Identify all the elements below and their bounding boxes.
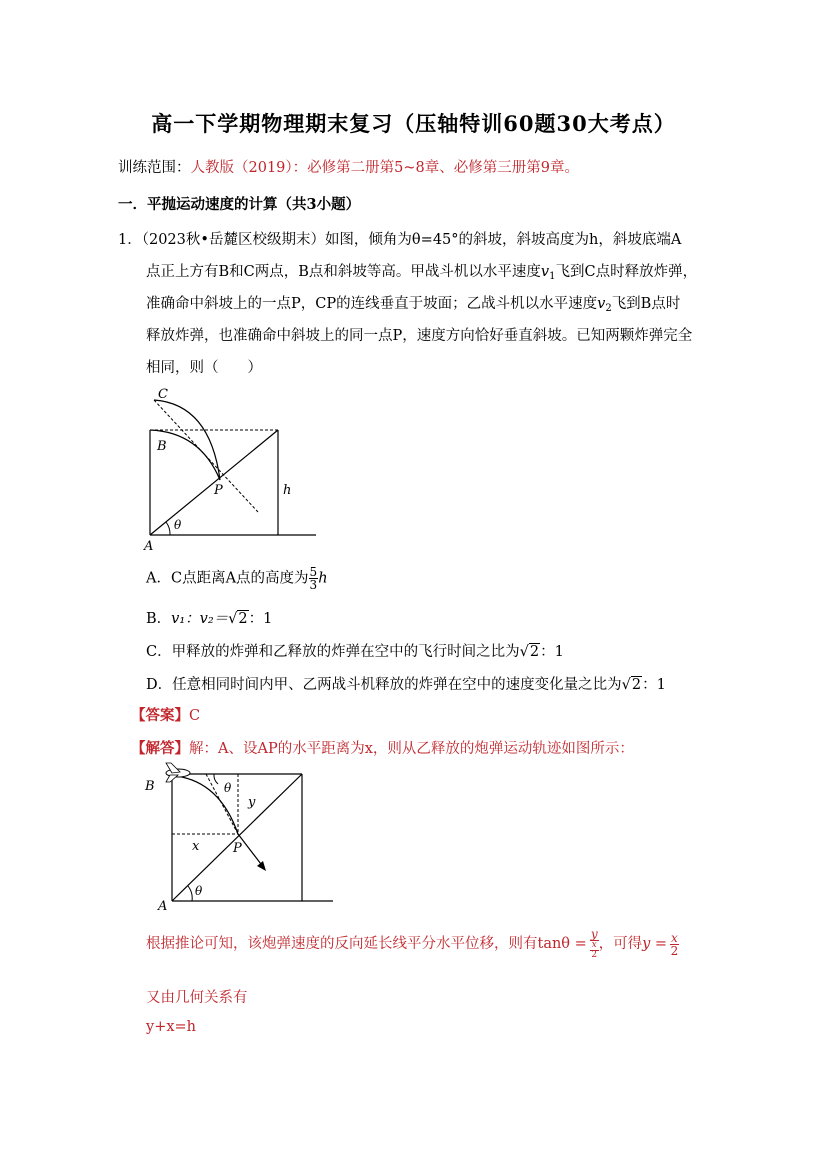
option-b-suffix: ：1 xyxy=(248,611,273,627)
frac-den: 2 xyxy=(670,943,679,958)
solution-label: 【解答】 xyxy=(131,740,189,757)
label-y: y xyxy=(248,795,256,810)
option-a xyxy=(146,566,328,591)
frac-den: 3 xyxy=(309,578,318,592)
question-text: 点正上方有B和C两点，B点和斜坡等高。甲战斗机以水平速度 xyxy=(146,264,541,280)
sqrt-2: √2 xyxy=(228,611,248,627)
solution-text: 根据推论可知，该炮弹速度的反向延长线平分水平位移，则有 xyxy=(146,936,538,952)
sqrt-2: √2 xyxy=(621,677,642,693)
question-text: （2023秋•岳麓区校级期末）如图，倾角为θ=45°的斜坡，斜坡高度为h，斜坡底端A xyxy=(141,232,682,248)
radicand: 2 xyxy=(529,644,540,660)
option-c-suffix: ：1 xyxy=(540,644,564,660)
dashed-extension xyxy=(206,774,238,834)
solution-line-2 xyxy=(146,928,679,960)
arrow-head-icon xyxy=(257,861,266,871)
frac-num: x xyxy=(671,930,678,945)
label-p: P xyxy=(214,483,223,498)
slope-line xyxy=(172,774,302,901)
answer-line xyxy=(131,704,200,725)
velocity-arrow xyxy=(238,834,264,868)
option-d-suffix: ：1 xyxy=(642,677,666,693)
label-p: P xyxy=(233,841,242,856)
inner-num: x xyxy=(591,940,597,950)
option-a-suffix: h xyxy=(318,570,328,587)
figure-slope-diagram xyxy=(140,382,325,554)
section-heading: 一．平抛运动速度的计算（共3小题） xyxy=(118,196,361,213)
airplane-icon xyxy=(166,763,190,782)
label-theta-bottom: θ xyxy=(195,884,203,898)
angle-arc xyxy=(166,522,170,535)
option-a-text: A．C点距离A点的高度为 xyxy=(146,570,309,587)
tan-label: tanθ = xyxy=(537,936,587,952)
angle-arc-bottom xyxy=(188,886,192,901)
training-scope xyxy=(118,156,579,177)
question-line-1 xyxy=(118,228,681,249)
scope-value: 人教版（2019）：必修第二册第5~8章、必修第三册第9章。 xyxy=(190,160,579,176)
solution-line-4: y+x=h xyxy=(146,1019,197,1035)
solution-mid: ，可得 xyxy=(598,936,643,952)
question-text: 飞到B点时 xyxy=(611,296,681,312)
option-c xyxy=(146,640,564,661)
label-b: B xyxy=(145,779,155,794)
question-line-3 xyxy=(146,292,680,314)
radicand: 2 xyxy=(631,677,642,693)
option-b-label: B． xyxy=(146,611,172,627)
inner-den: 2 xyxy=(591,950,598,960)
label-b: B xyxy=(157,439,167,454)
option-d xyxy=(146,673,666,694)
question-number: 1． xyxy=(118,232,142,248)
nested-fraction xyxy=(590,928,599,960)
trajectory-b xyxy=(150,430,220,480)
label-a: A xyxy=(144,539,154,554)
option-b-expr: v₁：v₂＝ xyxy=(171,611,229,627)
label-x: x xyxy=(192,839,200,854)
frac-den-inner xyxy=(590,941,599,960)
question-text: 飞到C点时释放炸弹， xyxy=(555,264,698,280)
y-eq: y = xyxy=(642,936,668,952)
option-d-text: D．任意相同时间内甲、乙两战斗机释放的炸弹在空中的速度变化量之比为 xyxy=(146,677,622,693)
option-c-text: C．甲释放的炸弹和乙释放的炸弹在空中的飞行时间之比为 xyxy=(146,644,520,660)
solution-text: 解：A、设AP的水平距离为x，则从乙释放的炮弹运动轨迹如图所示： xyxy=(189,741,634,757)
angle-arc-top xyxy=(214,774,218,784)
question-line-5: 相同，则（ ） xyxy=(146,360,262,376)
option-b xyxy=(146,607,272,628)
page-title: 高一下学期物理期末复习（压轴特训60题30大考点） xyxy=(151,111,676,136)
label-a: A xyxy=(158,899,168,912)
sqrt-2: √2 xyxy=(519,644,540,660)
v2-subscript: 2 xyxy=(605,303,612,314)
label-theta-top: θ xyxy=(224,781,232,795)
label-c: C xyxy=(158,387,168,402)
v1-subscript: 1 xyxy=(549,271,556,282)
answer-label: 【答案】 xyxy=(131,707,189,724)
radicand: 2 xyxy=(238,611,248,627)
v2-symbol: v xyxy=(597,296,606,312)
question-line-4: 释放炸弹，也准确命中斜坡上的同一点P，速度方向恰好垂直斜坡。已知两颗炸弹完全 xyxy=(146,328,693,344)
figure-trajectory-diagram xyxy=(140,760,340,912)
solution-line-3: 又由几何关系有 xyxy=(146,990,248,1006)
scope-label: 训练范围： xyxy=(118,160,191,176)
frac-num: y xyxy=(590,927,598,941)
label-theta: θ xyxy=(174,518,182,532)
frac-num: 5 xyxy=(309,565,318,579)
v1-symbol: v xyxy=(540,264,550,280)
fraction-5-3 xyxy=(309,566,319,591)
question-line-2 xyxy=(146,260,697,282)
fraction-x-2 xyxy=(670,932,679,957)
answer-value: C xyxy=(189,708,201,724)
solution-line-1 xyxy=(131,737,634,758)
question-text: 准确命中斜坡上的一点P，CP的连线垂直于坡面；乙战斗机以水平速度 xyxy=(146,296,598,312)
label-h: h xyxy=(283,483,292,498)
